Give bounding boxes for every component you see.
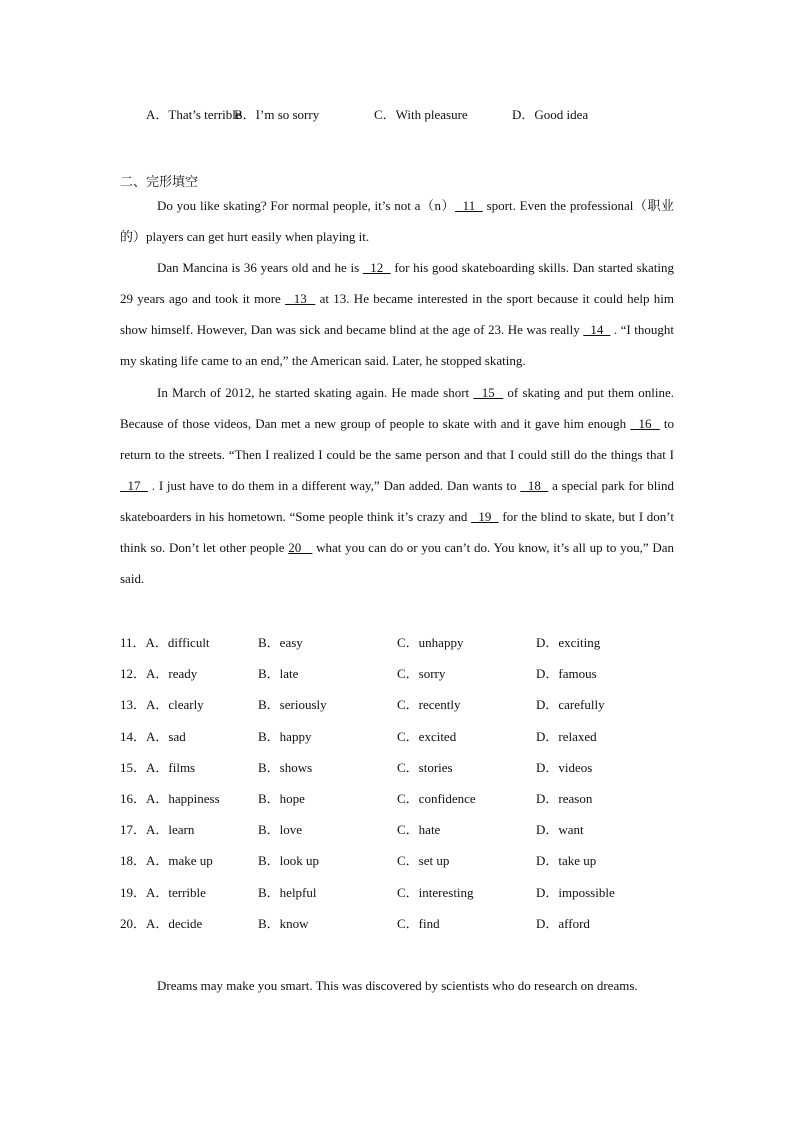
text: to return to the streets. “Then I realized I could be the same person and that I could still do the things that I	[120, 415, 675, 462]
answer-options	[120, 627, 680, 939]
option-b: B．late	[258, 666, 299, 682]
option-c: C．With pleasure	[374, 107, 468, 122]
text: . “I thought my skating life came to an end,” the American said. Later, he stopped skating.	[120, 322, 675, 369]
option-d: D．videos	[536, 759, 593, 775]
question-row-14	[120, 721, 680, 752]
blank-15: 15	[473, 384, 504, 400]
option-b: B．happy	[258, 728, 312, 744]
question-row-15	[120, 752, 680, 783]
blank-12: 12	[362, 260, 391, 276]
question-row-20	[120, 908, 680, 939]
blank-11: 11	[455, 198, 483, 213]
blank-13: 13	[285, 291, 316, 307]
option-a: 19．A．terrible	[120, 884, 206, 900]
option-d: D．exciting	[536, 635, 601, 650]
option-c: C．set up	[397, 853, 450, 869]
option-d: D．impossible	[536, 884, 615, 900]
option-c: C．recently	[397, 697, 461, 713]
option-b: B．shows	[258, 759, 313, 775]
option-c: C．interesting	[397, 884, 474, 900]
blank-19: 19	[471, 508, 499, 524]
option-d: D．carefully	[536, 697, 605, 713]
option-a: 14．A．sad	[120, 728, 186, 744]
section-title: 二、完形填空	[120, 175, 199, 190]
option-b: B．I’m so sorry	[234, 107, 320, 122]
option-b: B．seriously	[258, 697, 327, 713]
question-row-11	[120, 627, 680, 658]
option-d: D．famous	[536, 666, 597, 682]
option-c: C．confidence	[397, 790, 476, 806]
option-a: 20．A．decide	[120, 915, 203, 931]
option-b: B．hope	[258, 790, 305, 806]
question-row-17	[120, 814, 680, 845]
option-a: 16．A．happiness	[120, 790, 220, 806]
blank-14: 14	[583, 322, 611, 338]
question-row-12	[120, 658, 680, 689]
cloze-passage	[120, 190, 674, 594]
option-b: B．easy	[258, 635, 303, 650]
text: Dan Mancina is 36 years old and he is	[157, 260, 363, 276]
paragraph: Dreams may make you smart. This was discovered by scientists who do research on dreams.	[157, 978, 638, 993]
option-b: B．helpful	[258, 884, 317, 900]
option-a: 13．A．clearly	[120, 697, 204, 713]
option-c: C．unhappy	[397, 635, 464, 650]
paragraph-2	[120, 252, 674, 376]
paragraph-3	[120, 377, 674, 595]
blank-16: 16	[630, 415, 660, 431]
text: of skating and put them online. Because of those videos, Dan met a new group of people to skate with and it gave him enough	[120, 384, 674, 431]
option-c: C．excited	[397, 728, 457, 744]
option-a: 15．A．films	[120, 759, 196, 775]
question-row-18	[120, 845, 680, 876]
text: sport. Even the professional（职业的）players can get hurt easily when playing it.	[120, 198, 674, 245]
text: Do you like skating? For normal people, it’s not a（n）	[157, 198, 456, 213]
text: for the blind to skate, but I don’t think so. Don’t let other people	[120, 508, 675, 556]
option-c: C．stories	[397, 759, 453, 775]
text: . I just have to do them in a different way,” Dan added. Dan wants to	[148, 477, 521, 493]
blank-18: 18	[520, 477, 549, 493]
option-c: C．find	[397, 915, 440, 931]
previous-question-options	[146, 104, 588, 123]
text: at 13. He became interested in the sport because it could help him show himself. However, Dan was sick and became blind at the age of 23. He was really	[120, 291, 674, 338]
option-a: 17．A．learn	[120, 822, 195, 838]
text: In March of 2012, he started skating again. He made short	[157, 384, 474, 400]
option-a: A．That’s terrible	[146, 107, 242, 122]
question-row-19	[120, 877, 680, 908]
option-d: D．relaxed	[536, 728, 597, 744]
paragraph-1	[120, 190, 674, 252]
option-b: B．know	[258, 915, 309, 931]
text: for his good skateboarding skills. Dan started skating 29 years ago and took it more	[120, 260, 675, 307]
question-row-13	[120, 689, 680, 720]
text: what you can do or you can’t do. You know, it’s all up to you,” Dan said.	[120, 540, 675, 587]
option-c: C．sorry	[397, 666, 446, 682]
option-a: 11．A．difficult	[120, 635, 210, 650]
option-a: 18．A．make up	[120, 853, 213, 869]
option-b: B．love	[258, 822, 303, 838]
blank-17: 17	[120, 477, 149, 493]
option-d: D．want	[536, 822, 584, 838]
reading-passage	[120, 970, 674, 1001]
option-b: B．look up	[258, 853, 320, 869]
text: a special park for blind skateboarders in his hometown. “Some people think it’s crazy and	[120, 477, 675, 524]
option-d: D．Good idea	[512, 107, 589, 122]
question-row-16	[120, 783, 680, 814]
option-c: C．hate	[397, 822, 441, 838]
option-d: D．afford	[536, 915, 590, 931]
blank-20: 20	[288, 540, 313, 556]
option-d: D．take up	[536, 853, 597, 869]
option-a: 12．A．ready	[120, 666, 198, 682]
option-d: D．reason	[536, 790, 593, 806]
